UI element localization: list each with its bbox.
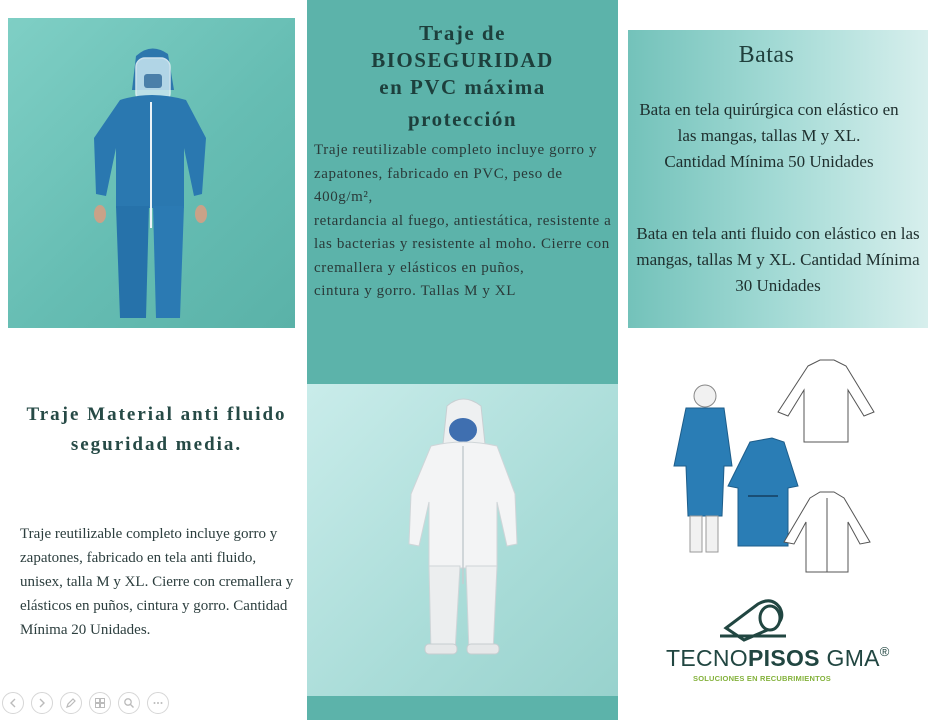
- left-title: Traje Material anti fluido seguridad media.: [26, 404, 287, 455]
- previous-icon[interactable]: [2, 692, 24, 714]
- middle-bottom-bar: [307, 696, 618, 720]
- zoom-icon[interactable]: [118, 692, 140, 714]
- presentation-toolbar: [2, 692, 169, 716]
- middle-title-line-4: protección: [407, 107, 518, 131]
- tecnopisos-logo-text: [666, 644, 906, 672]
- more-icon[interactable]: [147, 692, 169, 714]
- logo-word-gma: GMA: [819, 645, 880, 671]
- white-suit-figure: [307, 384, 618, 696]
- blue-suit-figure: [8, 18, 295, 328]
- next-icon[interactable]: [31, 692, 53, 714]
- batas-item-antifluid: Bata en tela anti fluido con elástico en las mangas, tallas M y XL. Cantidad Mínima 30 Unidades: [636, 224, 920, 295]
- middle-title-line-3: en PVC máxima: [379, 75, 546, 99]
- registered-mark: ®: [879, 644, 890, 659]
- middle-title-line-2: BIOSEGURIDAD: [371, 48, 554, 72]
- slides-icon[interactable]: [89, 692, 111, 714]
- middle-title: [320, 20, 605, 133]
- tecnopisos-roll-icon: [718, 598, 788, 642]
- batas-item-surgical: Bata en tela quirúrgica con elástico en las mangas, tallas M y XL. Cantidad Mínima 50 Unidades: [639, 100, 899, 171]
- logo-word-tecno: TECNO: [666, 645, 748, 671]
- logo-word-pisos: PISOS: [748, 645, 820, 671]
- logo-tagline: SOLUCIONES EN RECUBRIMIENTOS: [693, 674, 831, 683]
- batas-heading: Batas: [738, 42, 795, 68]
- gowns-illustration: [648, 346, 880, 586]
- white-suit-photo: [307, 384, 618, 696]
- blue-suit-photo: [8, 18, 295, 328]
- left-description: Traje reutilizable completo incluye gorro y zapatones, fabricado en tela anti fluido, unisex, talla M y XL. Cierre con cremallera y elásticos en puños, cintura y gorro. Cantidad Mínima 20 Unidades.: [20, 526, 294, 638]
- middle-description: Traje reutilizable completo incluye gorro y zapatones, fabricado en PVC, peso de 400g/m², retardancia al fuego, antiestática, resistente a las bacterias y resistente al moho. Cierre con cremallera y elásticos en puños, cintura y gorro. Tallas M y XL: [314, 142, 612, 299]
- gowns-drawing: [648, 346, 880, 586]
- pen-icon[interactable]: [60, 692, 82, 714]
- middle-title-line-1: Traje de: [419, 21, 506, 45]
